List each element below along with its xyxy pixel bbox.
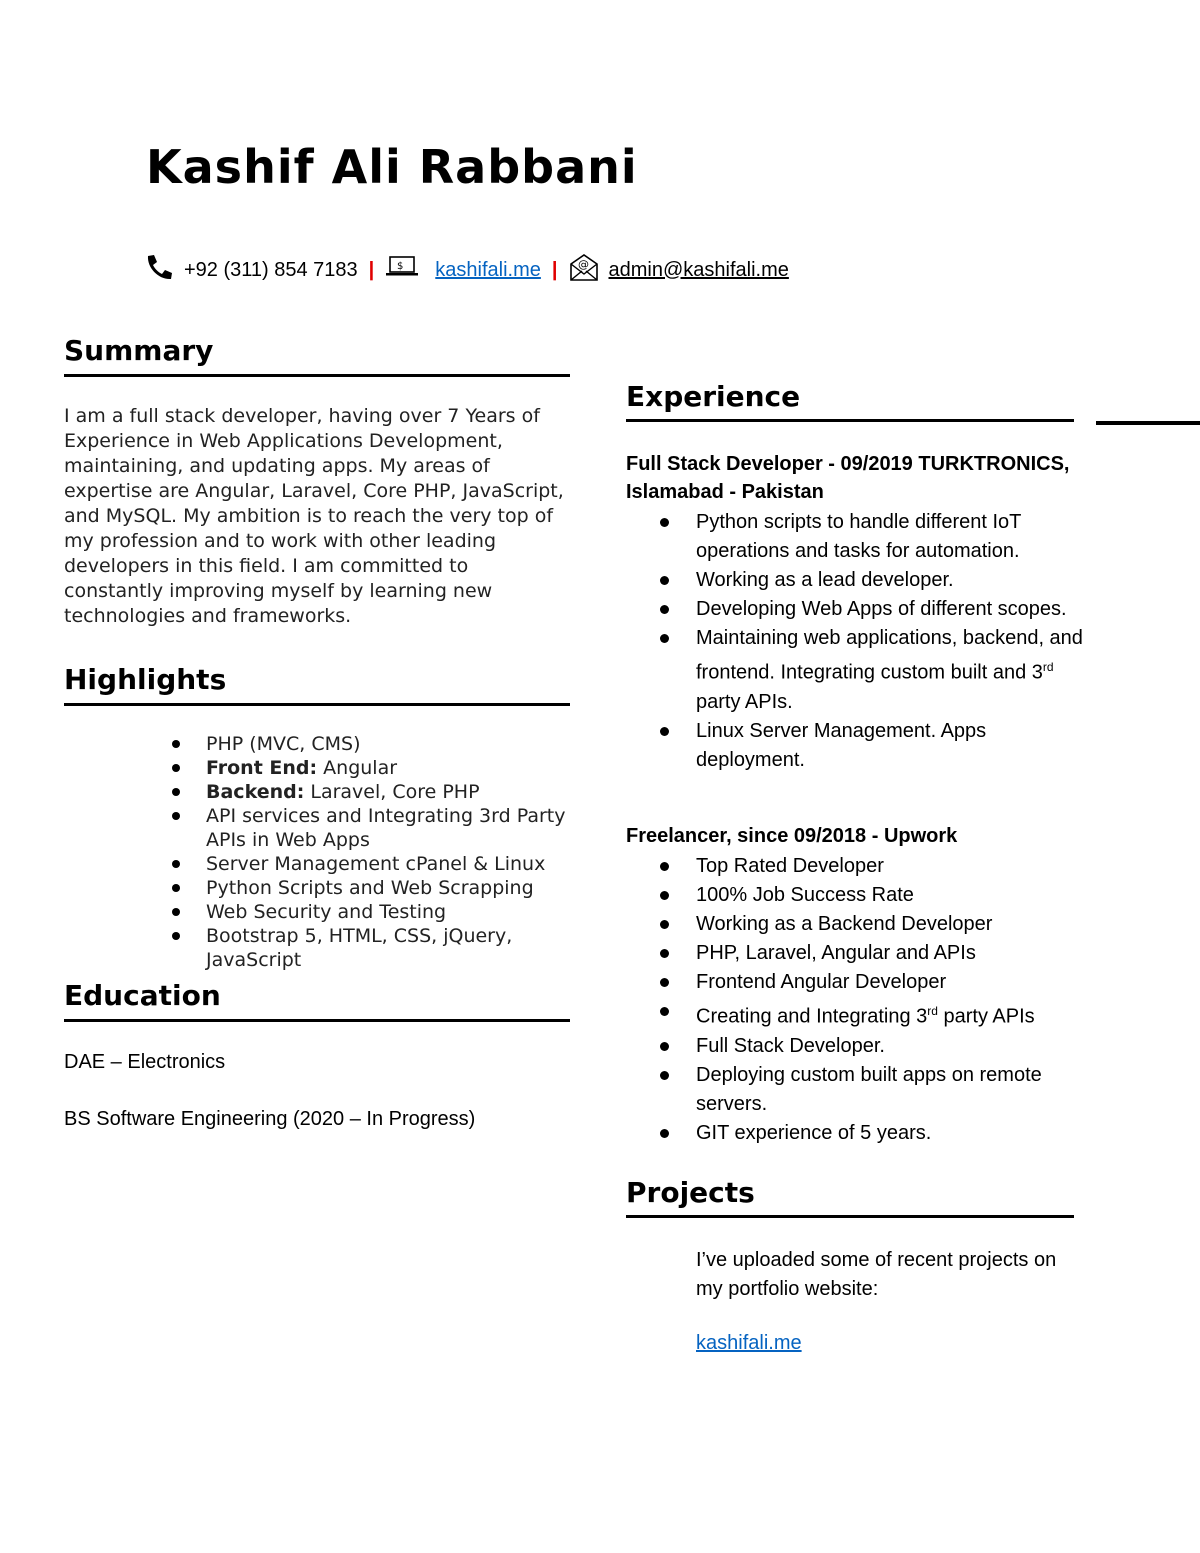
experience-rule (626, 419, 1074, 422)
email-link[interactable]: admin@kashifali.me (608, 258, 789, 281)
list-item: Backend: Laravel, Core PHP (170, 780, 570, 804)
list-item: Server Management cPanel & Linux (170, 852, 570, 876)
list-item: Full Stack Developer. (660, 1032, 1090, 1061)
job-title: Freelancer, since 09/2018 - Upwork (626, 825, 958, 847)
list-item: Linux Server Management. Apps deployment. (660, 717, 1090, 775)
list-item: Front End: Angular (170, 756, 570, 780)
list-item: Frontend Angular Developer (660, 968, 1090, 997)
candidate-name: Kashif Ali Rabbani (146, 140, 638, 194)
education-item: BS Software Engineering (2020 – In Progress) (64, 1108, 476, 1130)
separator: | (368, 258, 375, 281)
list-item: PHP, Laravel, Angular and APIs (660, 939, 1090, 968)
projects-text: I’ve uploaded some of recent projects on my portfolio website: (696, 1249, 1057, 1300)
website-link[interactable]: kashifali.me (435, 258, 541, 281)
highlights-rule (64, 703, 570, 706)
phone-number: +92 (311) 854 7183 (184, 258, 358, 281)
svg-text:$: $ (397, 261, 404, 272)
list-item: Bootstrap 5, HTML, CSS, jQuery, JavaScript (170, 924, 570, 972)
list-item: PHP (MVC, CMS) (170, 732, 570, 756)
list-item: Web Security and Testing (170, 900, 570, 924)
svg-text:@: @ (577, 258, 589, 271)
laptop-icon (385, 254, 419, 286)
list-item: Python scripts to handle different IoT operations and tasks for automation. (660, 508, 1090, 566)
list-item: Deploying custom built apps on remote servers. (660, 1061, 1090, 1119)
summary-rule (64, 374, 570, 377)
list-item: GIT experience of 5 years. (660, 1119, 1090, 1148)
experience-heading: Experience (626, 380, 801, 413)
job-duties-list (660, 508, 1090, 775)
list-item: Maintaining web applications, backend, and frontend. Integrating custom built and 3rd party APIs. (660, 624, 1090, 717)
list-item: Working as a Backend Developer (660, 910, 1090, 939)
envelope-icon (569, 252, 599, 288)
highlights-list (170, 732, 570, 972)
education-item: DAE – Electronics (64, 1051, 226, 1073)
job-duties-list (660, 852, 1090, 1148)
projects-rule (626, 1215, 1074, 1218)
separator: | (551, 258, 558, 281)
portfolio-link[interactable]: kashifali.me (696, 1332, 802, 1354)
summary-text: I am a full stack developer, having over 7 Years of Experience in Web Applications Development, maintaining, and updating apps. My areas of expertise are Angular, Laravel, Core PHP, JavaScript, and MySQL. My ambition is to reach the very top of my profession and to work with other leading developers in this field. I am committed to constantly improving myself by learning new technologies and frameworks. (64, 405, 564, 627)
list-item: Top Rated Developer (660, 852, 1090, 881)
projects-heading: Projects (626, 1176, 755, 1209)
summary-heading: Summary (64, 334, 214, 367)
education-heading: Education (64, 979, 221, 1012)
contact-line (144, 252, 789, 288)
highlights-heading: Highlights (64, 663, 227, 696)
job-title: Full Stack Developer - 09/2019 TURKTRONICS, Islamabad - Pakistan (626, 453, 1070, 503)
list-item: API services and Integrating 3rd Party APIs in Web Apps (170, 804, 570, 852)
list-item: Python Scripts and Web Scrapping (170, 876, 570, 900)
list-item: Working as a lead developer. (660, 566, 1090, 595)
edge-rule (1096, 421, 1200, 425)
phone-icon (144, 253, 174, 287)
list-item: Developing Web Apps of different scopes. (660, 595, 1090, 624)
education-rule (64, 1019, 570, 1022)
list-item: Creating and Integrating 3rd party APIs (660, 997, 1090, 1032)
list-item: 100% Job Success Rate (660, 881, 1090, 910)
